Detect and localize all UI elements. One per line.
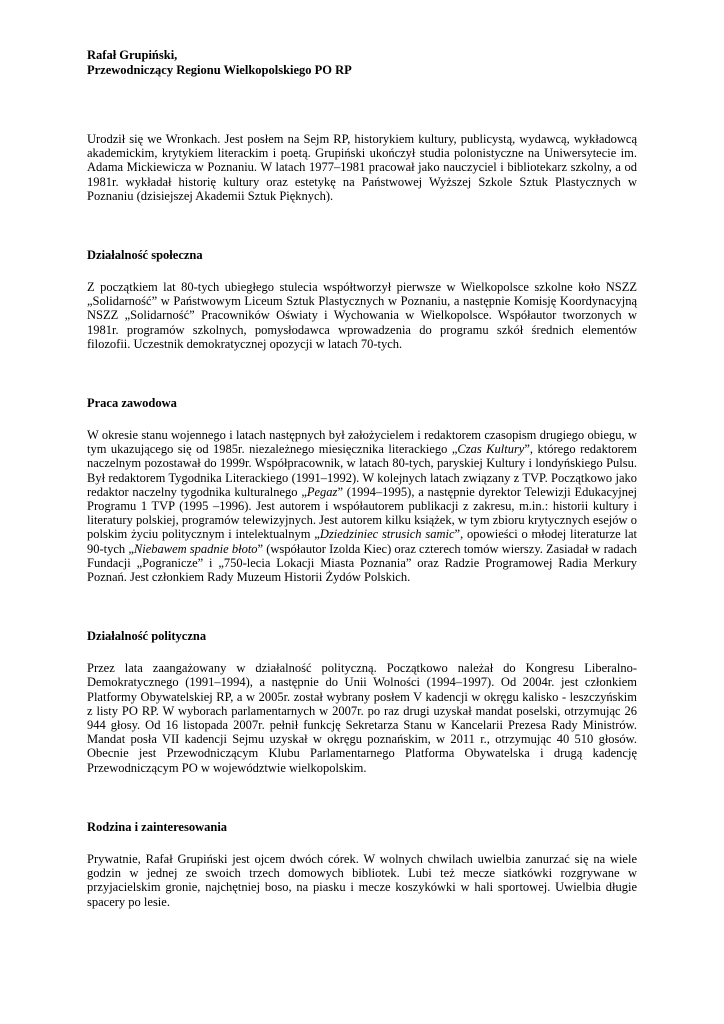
family-interests-section [87,820,637,909]
work-title-dziedziniec: Dziedziniec strusich samic [319,527,455,542]
professional-work-title: Praca zawodowa [87,396,177,411]
author-role: Przewodniczący Regionu Wielkopolskiego PO RP [87,63,352,77]
political-activity-title: Działalność polityczna [87,629,207,644]
work-text-5: ” (współautor Izolda Kiec) oraz czterech tomów wierszy. Zasiadał w radach Fundacji „Pogranicze” i „750-lecia Lokacji Miasta Poznania” oraz Radzie Programowej Radia Merkury Poznań. Jest członkiem Rady Muzeum Historii Żydów Polskich. [87,541,638,585]
work-text-3: ” (1994–1995), a następnie dyrektor Telewizji Edukacyjnej Programu 1 TVP (1995 –1996). Jest autorem i współautorem publikacji z zakresu, m.in.: historii kultury i literatury polskiej, programów telewizyjnych. Jest autorem kilku książek, w tym zbioru krytycznych esejów o polskim życiu politycznym i intelektualnym „ [87,484,637,542]
social-activity-section [87,248,637,351]
professional-work-section [87,396,637,584]
author-name: Rafał Grupiński, [87,48,178,62]
document-page [87,48,637,909]
biography-paragraph: Urodził się we Wronkach. Jest posłem na Sejm RP, historykiem kultury, publicystą, wydawcą, wykładowcą akademickim, krytykiem literackim i poetą. Grupiński ukończył studia polonistyczne na Uniwersytecie im. Adama Mickiewicza w Poznaniu. W latach 1977–1981 pracował jako nauczyciel i bibliotekarz szkolny, a od 1981r. wykładał historię kultury oraz estetykę na Państwowej Wyższej Szkole Sztuk Plastycznych w Poznaniu (dzisiejszej Akademii Sztuk Pięknych). [87,132,637,203]
family-interests-paragraph: Prywatnie, Rafał Grupiński jest ojcem dwóch córek. W wolnych chwilach uwielbia zanurzać się na wiele godzin w jednej ze swoich trzech domowych bibliotek. Lubi też mecze siatkówki rozgrywane w przyjacielskim gronie, najchętniej boso, na piasku i mecze koszykówki w hali sportowej. Uwielbia długie spacery po lesie. [87,851,637,909]
political-activity-paragraph: Przez lata zaangażowany w działalność polityczną. Początkowo należał do Kongresu Liberalno-Demokratycznego (1991–1994), a następnie do Unii Wolności (1994–1997). Od 2004r. jest członkiem Platformy Obywatelskiej RP, a w 2005r. został wybrany posłem V kadencji w okręgu kalisko - leszczyńskim z listy PO RP. W wyborach parlamentarnych w 2007r. po raz drugi uzyskał mandat poselski, otrzymując 26 944 głosy. Od 16 listopada 2007r. pełnił funkcję Sekretarza Stanu w Kancelarii Prezesa Rady Ministrów. Mandat posła VII kadencji Sejmu uzyskał w okręgu poznańskim, w 2011 r., otrzymując 40 510 głosów. Obecnie jest Przewodniczącym Klubu Parlamentarnego Platforma Obywatelska i drugą kadencję Przewodniczącym PO w województwie wielkopolskim. [87,661,637,775]
work-text-4: ”, opowieści o młodej literaturze lat 90-tych „ [87,527,637,556]
biography-section [87,132,637,203]
work-title-niebawem: Niebawem spadnie błoto [133,541,258,556]
family-interests-title: Rodzina i zainteresowania [87,819,228,834]
work-text-2: ”, którego redaktorem naczelnym pozostawał do 1999r. Współpracownik, w latach 80-tych, paryskiej Kultury i londyńskiego Pulsu. Był redaktorem Tygodnika Literackiego (1991–1992). W kolejnych latach związany z TVP. Początkowo jako redaktor naczelny tygodnika kulturalnego „ [87,442,638,499]
work-text-1: W okresie stanu wojennego i latach następnych był założycielem i redaktorem czasopism drugiego obiegu, w tym ukazującego się od 1985r. niezależnego miesięcznika literackiego „ [87,428,637,457]
social-activity-paragraph: Z początkiem lat 80-tych ubiegłego stulecia współtworzył pierwsze w Wielkopolsce szkolne koło NSZZ „Solidarność” w Państwowym Liceum Sztuk Plastycznych w Poznaniu, a następnie Komisję Koordynacyjną NSZZ „Solidarność” Pracowników Oświaty i Wychowania w Wielkopolsce. Współautor tworzonych w 1981r. programów szkolnych, pomysłodawca wprowadzenia do programu szkół średnich elementów filozofii. Uczestnik demokratycznej opozycji w latach 70-tych. [87,280,637,351]
professional-work-paragraph [87,428,637,584]
political-activity-section [87,629,637,775]
work-title-czas-kultury: Czas Kultury [457,442,525,457]
work-title-pegaz: Pegaz [306,484,338,499]
document-header [87,48,637,78]
social-activity-title: Działalność społeczna [87,248,203,263]
